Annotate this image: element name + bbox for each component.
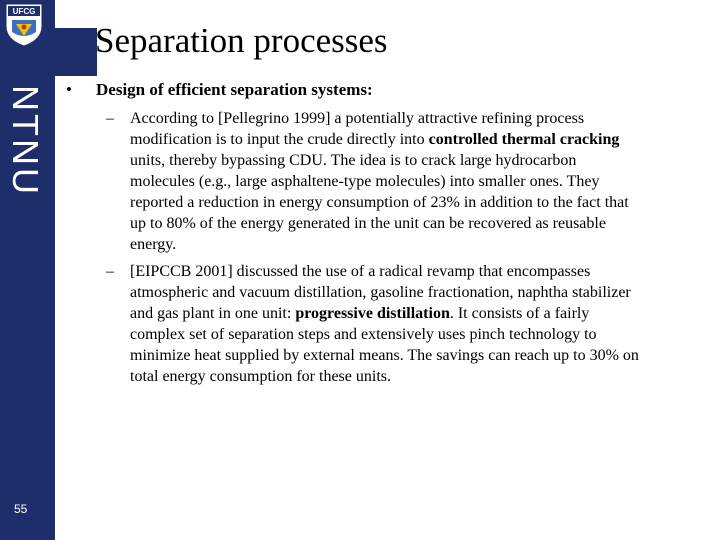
text-line: molecules (e.g., large asphaltene-type molecules) into smaller ones. They: [130, 173, 600, 190]
bold-phrase: controlled thermal cracking: [428, 131, 620, 148]
bullet-heading: Design of efficient separation systems:: [96, 80, 373, 99]
text-line: up to 80% of the energy generated in the unit can be recovered as reusable: [130, 215, 606, 232]
ntnu-logo-text: NTNU: [5, 85, 46, 197]
title-accent-band: [55, 28, 97, 76]
slide-number: 55: [14, 502, 28, 516]
bold-phrase: progressive distillation: [295, 305, 450, 322]
text-line: According to [Pellegrino 1999] a potentially attractive refining process: [130, 110, 585, 127]
text-line: and gas plant in one unit: progressive distillation. It consists of a fairly: [130, 305, 590, 322]
slide-title: Separation processes: [95, 21, 388, 60]
logo-text: UFCG: [12, 7, 36, 16]
text-line: atmospheric and vacuum distillation, gasoline fractionation, naphtha stabilizer: [130, 284, 631, 301]
text-line: reported a reduction in energy consumption of 23% in addition to the fact that: [130, 194, 629, 211]
subitem-paragraph-pellegrino: [130, 108, 720, 255]
subitem-marker: –: [106, 110, 114, 127]
university-crest-icon: [2, 2, 46, 48]
text-line: energy.: [130, 236, 177, 253]
text-line: total energy consumption for these units.: [130, 368, 391, 385]
text-line: complex set of separation steps and extensively uses pinch technology to: [130, 326, 597, 343]
sidebar-band: [0, 0, 55, 540]
subitem-paragraph-eipccb: [130, 261, 720, 387]
text-line: modification is to input the crude directly into controlled thermal cracking: [130, 131, 620, 148]
ntnu-logo: [4, 82, 46, 200]
text-line: units, thereby bypassing CDU. The idea is to crack large hydrocarbon: [130, 152, 577, 169]
text-line: minimize heat supplied by external means. The savings can reach up to 30% on: [130, 347, 639, 364]
bullet-marker: •: [66, 80, 72, 99]
subitem-marker: –: [106, 263, 114, 280]
text-line: [EIPCCB 2001] discussed the use of a radical revamp that encompasses: [130, 263, 591, 280]
